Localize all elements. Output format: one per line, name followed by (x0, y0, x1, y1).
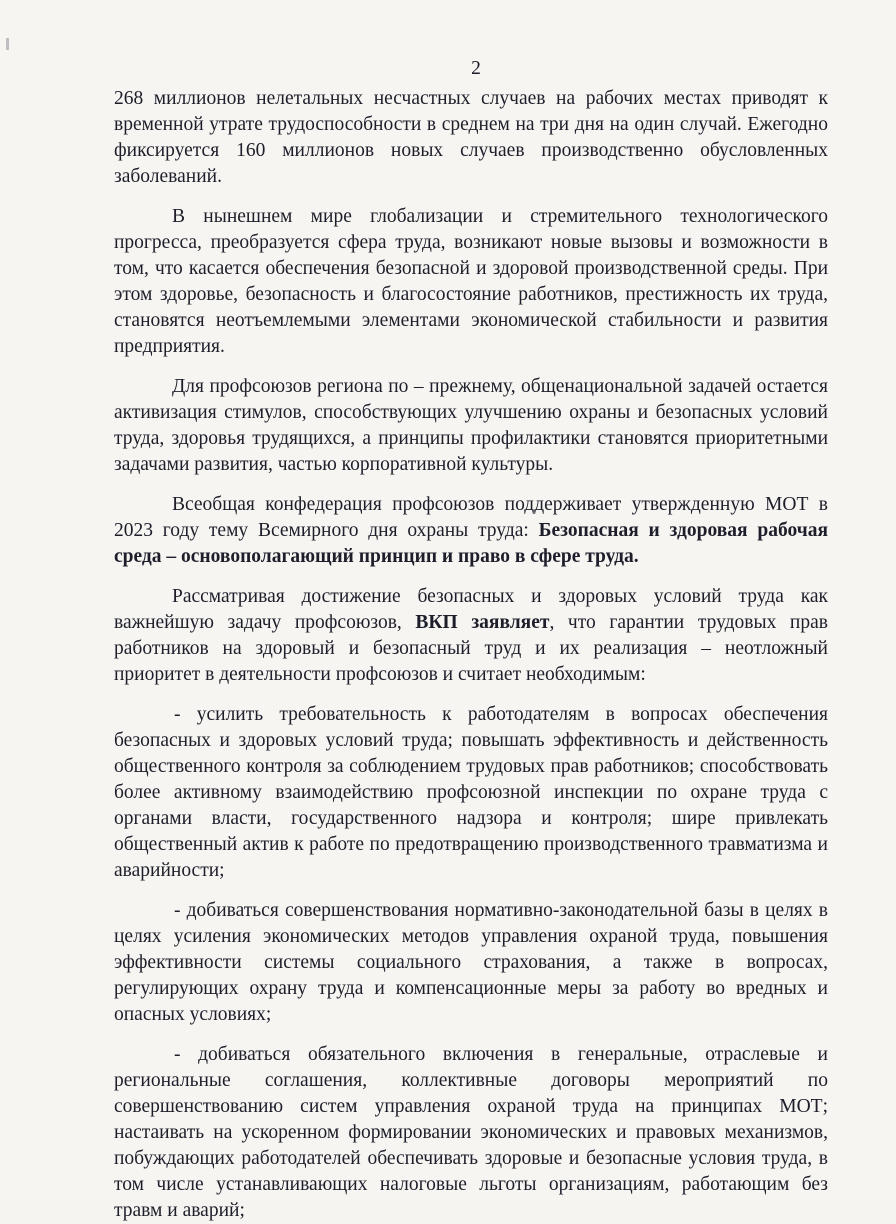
paragraph-vkp-statement (114, 584, 828, 688)
paragraph-world-day-theme (114, 492, 828, 570)
bullet-item-employer-demands: - усилить требовательность к работодателям в вопросах обеспечения безопасных и здоровых условий труда; повышать эффективность и действенность общественного контроля за соблюдением трудовых прав работников; способствовать более активному взаимодействию профсоюзной инспекции по охране труда с органами власти, государственного надзора и контроля; шире привлекать общественный актив к работе по предотвращению производственного травматизма и аварийности; (114, 704, 828, 881)
vkp-declares-bold: ВКП заявляет (415, 612, 550, 633)
scan-mark (6, 38, 9, 50)
world-day-intro: Всеобщая конфедерация профсоюзов поддерживает утвержденную МОТ в 2023 году тему Всемирного дня охраны труда: (114, 494, 828, 541)
bullet-item-agreements: - добиваться обязательного включения в генеральные, отраслевые и региональные соглашения, коллективные договоры мероприятий по совершенствованию систем управления охраной труда на принципах МОТ; настаивать на ускоренном формировании экономических и правовых механизмов, побуждающих работодателей обеспечивать здоровые и безопасные условия труда, в том числе устанавливающих налоговые льготы организациям, работающим без травм и аварий; (114, 1044, 828, 1221)
page-number: 2 (471, 58, 481, 79)
paragraph-statistics: 268 миллионов нелетальных несчастных случаев на рабочих местах приводят к временной утрате трудоспособности в среднем на три дня на один случай. Ежегодно фиксируется 160 миллионов новых случаев производственно обусловленных заболеваний. (114, 88, 828, 187)
paragraph-regional-unions: Для профсоюзов региона по – прежнему, общенациональной задачей остается активизация стимулов, способствующих улучшению охраны и безопасных условий труда, здоровья трудящихся, а принципы профилактики становятся приоритетными задачами развития, частью корпоративной культуры. (114, 376, 828, 475)
vkp-statement-rest: , что гарантии трудовых прав работников на здоровый и безопасный труд и их реализация – неотложный приоритет в деятельности профсоюзов и считает необходимым: (114, 612, 828, 685)
bullet-item-legislation: - добиваться совершенствования нормативно-законодательной базы в целях в целях усиления экономических методов управления охраной труда, повышения эффективности системы социального страхования, а также в вопросах, регулирующих охрану труда и компенсационные меры за работу во вредных и опасных условиях; (114, 900, 828, 1025)
vkp-statement-intro: Рассматривая достижение безопасных и здоровых условий труда как важнейшую задачу профсоюзов, (114, 586, 828, 633)
paragraph-globalization: В нынешнем мире глобализации и стремительного технологического прогресса, преобразуется сфера труда, возникают новые вызовы и возможности в том, что касается обеспечения безопасной и здоровой производственной среды. При этом здоровье, безопасность и благосостояние работников, престижность их труда, становятся неотъемлемыми элементами экономической стабильности и развития предприятия. (114, 206, 828, 357)
world-day-theme-bold: Безопасная и здоровая рабочая среда – основополагающий принцип и право в сфере труда. (114, 520, 828, 567)
